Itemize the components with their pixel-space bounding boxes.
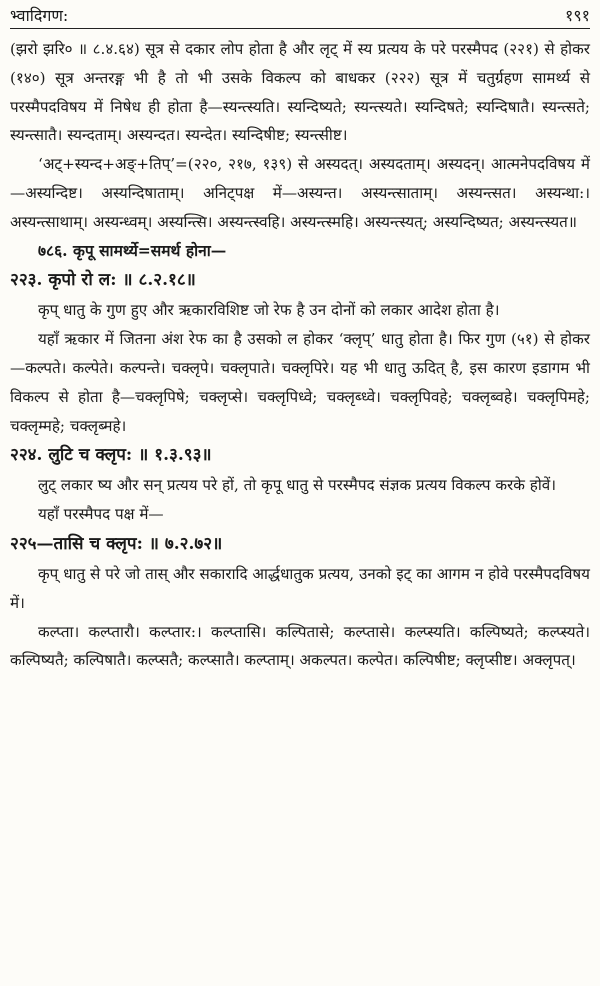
paragraph: ‘अट्+स्यन्द+अङ्+तिप्’=(२२०, २१७, १३९) से अस्यदत्। अस्यदताम्। अस्यदन्। आत्मनेपदविषय में—अस्यन्दिष्ट। अस्यन्दिषाताम्। अनिट्पक्ष में—अस्यन्त। अस्यन्त्साताम्। अस्यन्त्सत। अस्यन्था:। अस्यन्त्साथाम्। अस्यन्ध्वम्। अस्यन्त्सि। अस्यन्त्स्वहि। अस्यन्त्स्महि। अस्यन्त्स्यत्; अस्यन्दिष्यत; अस्यन्त्स्यत॥: [10, 155, 590, 231]
sutra-heading: २२५—तासि च क्लृप: ॥ ७.२.७२॥: [10, 533, 223, 554]
sutra-heading: २२४. लुटि च क्लृप: ॥ १.३.९३॥: [10, 445, 212, 466]
paragraph: (झरो झरि० ॥ ८.४.६४) सूत्र से दकार लोप होता है और लृट् में स्य प्रत्यय के परे परस्मैपद (२२१) से होकर (१४०) सूत्र अन्तरङ्ग भी है तो भी उसके विकल्प को बाधकर (२२२) सूत्र में चतुर्ग्रहण सामर्थ्य से परस्मैपदविषय में निषेध ही होता है—स्यन्त्स्यति। स्यन्दिष्यते; स्यन्त्स्यते। स्यन्दिषते; स्यन्दिषातै। स्यन्त्सते; स्यन्त्सातै। स्यन्दताम्। अस्यन्दत। स्यन्देत। स्यन्दिषीष्ट; स्यन्त्सीष्ट।: [10, 40, 590, 145]
page-number: १९१: [565, 6, 590, 25]
dhatu-heading: ७८६. कृपू सामर्थ्ये=समर्थ होना—: [38, 240, 227, 260]
paragraph: यहाँ परस्मैपद पक्ष में—: [38, 505, 164, 524]
paragraph: लुट् लकार ष्य और सन् प्रत्यय परे हों, तो कृपू धातु से परस्मैपद संज्ञक प्रत्यय विकल्प करके होवें।: [38, 476, 556, 495]
running-header: [10, 4, 590, 29]
paragraph: कृप् धातु के गुण हुए और ऋकारविशिष्ट जो रेफ है उन दोनों को लकार आदेश होता है।: [38, 301, 500, 320]
page-body: [10, 35, 590, 675]
sutra-heading: २२३. कृपो रो ल: ॥ ८.२.१८॥: [10, 270, 196, 291]
paragraph: कृप् धातु से परे जो तास् और सकारादि आर्द्धधातुक प्रत्यय, उनको इट् का आगम न होवे परस्मैपदविषय में।: [10, 564, 590, 612]
paragraph: कल्प्ता। कल्प्तारौ। कल्प्तार:। कल्प्तासि। कल्पितासे; कल्प्तासे। कल्प्स्यति। कल्पिष्यते; कल्प्स्यते। कल्पिष्यतै; कल्पिषातै। कल्प्सतै; कल्प्सातै। कल्प्ताम्। अकल्पत। कल्पेत। कल्पिषीष्ट; क्लृप्सीष्ट। अक्लृपत्।: [10, 622, 590, 670]
chapter-title: भ्वादिगण:: [10, 6, 69, 25]
paragraph: यहाँ ऋकार में जितना अंश रेफ का है उसको ल होकर ‘क्लृप्’ धातु होता है। फिर गुण (५१) से होकर—कल्पते। कल्पेते। कल्पन्ते। चक्लृपे। चक्लृपाते। चक्लृपिरे। यह भी धातु ऊदित् है, इस कारण इडागम भी विकल्प से होता है—चक्लृपिषे; चक्लृप्से। चक्लृपिध्वे; चक्लृब्ध्वे। चक्लृपिवहे; चक्लृब्वहे। चक्लृपिमहे; चक्लृम्महे; चक्लृब्महे।: [10, 330, 590, 435]
